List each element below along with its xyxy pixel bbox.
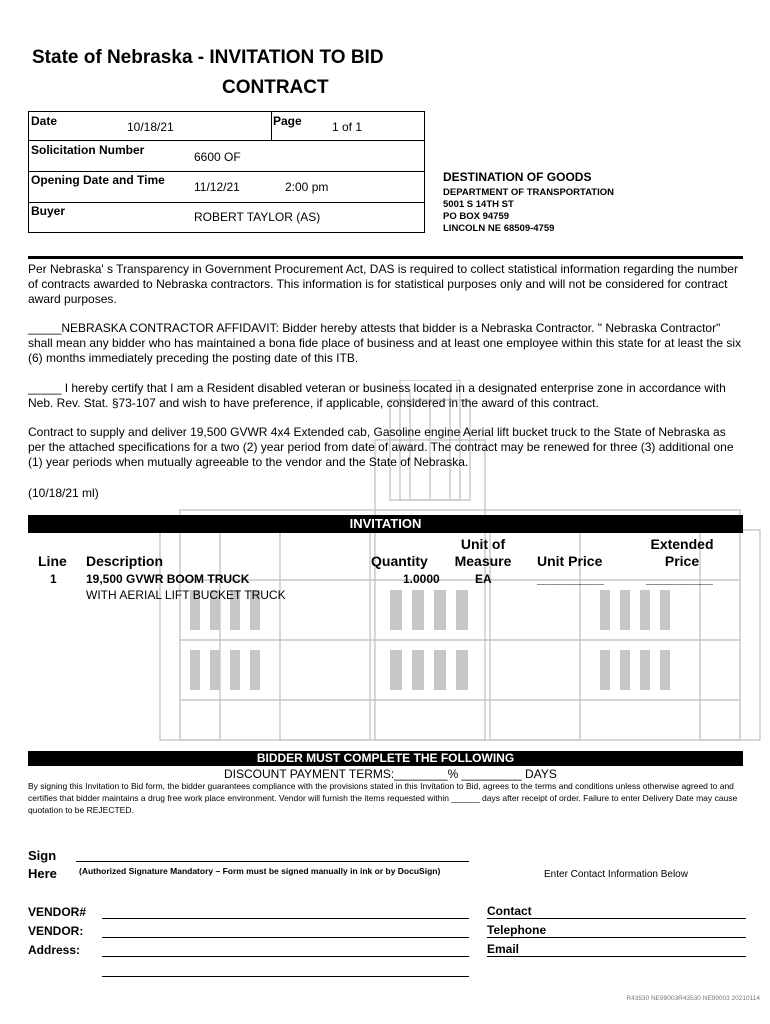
telephone-label: Telephone <box>487 923 547 937</box>
email-field[interactable] <box>487 956 746 957</box>
item-unit: EA <box>475 572 492 586</box>
destination-title: DESTINATION OF GOODS <box>443 170 592 184</box>
destination-line: LINCOLN NE 68509-4759 <box>443 223 555 234</box>
buyer-value: ROBERT TAYLOR (AS) <box>194 210 321 224</box>
opening-date-label: Opening Date and Time <box>31 173 165 187</box>
contractor-affidavit-paragraph: _____NEBRASKA CONTRACTOR AFFIDAVIT: Bidder hereby attests that bidder is a Nebraska Contractor. " Nebraska Contractor" shall mean any bidder who has maintained a bona fide place of business and at least one employee within this state for at least the six (6) months immediately preceding the posting date of this ITB. <box>28 321 742 365</box>
page-label: Page <box>273 114 302 128</box>
extended-price-field[interactable]: __________ <box>646 572 713 586</box>
solicitation-info-box <box>28 111 425 233</box>
bidder-section-header: BIDDER MUST COMPLETE THE FOLLOWING <box>28 751 743 766</box>
certification-fine-print: By signing this Invitation to Bid form, the bidder guarantees compliance with the provisions stated in this Invitation to Bid, agrees to the terms and conditions unless otherwise agreed to and certifies that bidder maintains a drug free work place environment. Vendor will furnish the items requested within ______ days after receipt of order. Failure to enter Delivery Date may cause quotation to be REJECTED. <box>28 781 738 815</box>
buyer-label: Buyer <box>31 204 66 218</box>
telephone-field[interactable] <box>487 937 746 938</box>
destination-line: 5001 S 14TH ST <box>443 199 514 210</box>
email-label: Email <box>487 942 520 956</box>
document-subtitle: CONTRACT <box>222 77 329 98</box>
vendor-number-label: VENDOR# <box>28 905 87 919</box>
signature-line[interactable] <box>76 861 469 862</box>
sign-here-label: Sign Here <box>28 848 57 881</box>
address-field-line-2[interactable] <box>102 976 469 977</box>
opening-time-value: 2:00 pm <box>285 180 329 194</box>
address-label: Address: <box>28 943 81 957</box>
unit-price-field[interactable]: __________ <box>537 572 604 586</box>
vendor-name-field[interactable] <box>102 937 469 938</box>
column-header-quantity: Quantity <box>371 553 428 569</box>
destination-block <box>443 170 614 235</box>
revision-note: (10/18/21 ml) <box>28 486 99 500</box>
solicitation-number-label: Solicitation Number <box>31 143 145 157</box>
column-header-line: Line <box>38 553 67 569</box>
transparency-paragraph: Per Nebraska' s Transparency in Government Procurement Act, DAS is required to collect statistical information regarding the number of contracts awarded to Nebraska contractors. This information is for statistical purposes only and will not be considered for contract award purposes. <box>28 262 738 306</box>
contact-instruction: Enter Contact Information Below <box>544 869 688 880</box>
vendor-number-field[interactable] <box>102 918 469 919</box>
column-header-description: Description <box>86 553 164 569</box>
destination-line: DEPARTMENT OF TRANSPORTATION <box>443 187 614 198</box>
column-header-unit-price: Unit Price <box>537 553 603 569</box>
opening-date-value: 11/12/21 <box>194 180 240 194</box>
discount-payment-terms[interactable]: DISCOUNT PAYMENT TERMS:________% _________ DAYS <box>224 767 557 781</box>
contact-field[interactable] <box>487 918 746 919</box>
veteran-preference-paragraph: _____ I hereby certify that I am a Resident disabled veteran or business located in a designated enterprise zone in accordance with Neb. Rev. Stat. §73-107 and wish to have preference, if applicable, considered in the award of this contract. <box>28 381 726 410</box>
column-header-unit-of-measure: Unit of Measure <box>454 536 512 569</box>
address-field-line-1[interactable] <box>102 956 469 957</box>
table-row <box>0 572 770 606</box>
item-quantity: 1.0000 <box>403 572 440 586</box>
destination-line: PO BOX 94759 <box>443 211 510 222</box>
vendor-name-label: VENDOR: <box>28 924 84 938</box>
section-divider <box>28 256 743 259</box>
signature-instruction: (Authorized Signature Mandatory – Form must be signed manually in ink or by DocuSign) <box>79 866 441 876</box>
page-value: 1 of 1 <box>332 120 363 134</box>
contract-description-paragraph: Contract to supply and deliver 19,500 GVWR 4x4 Extended cab, Gasoline engine Aerial lift bucket truck to the State of Nebraska as per the attached specifications for a two (2) year period from date of award. The contract may be renewed for three (3) additional one (1) year periods when mutually agreeable to the vendor and the State of Nebraska. <box>28 425 734 469</box>
document-title: State of Nebraska - INVITATION TO BID <box>32 47 384 68</box>
document-code: R43530 NE99003R43530 NE99003 20210114 <box>626 995 760 1002</box>
column-header-extended-price: Extended Price <box>650 536 714 569</box>
date-label: Date <box>31 114 58 128</box>
invitation-section-header: INVITATION <box>28 515 743 533</box>
item-description: 19,500 GVWR BOOM TRUCK <box>86 572 250 586</box>
contact-label: Contact <box>487 904 532 918</box>
date-value: 10/18/21 <box>127 120 174 134</box>
item-description-detail: WITH AERIAL LIFT BUCKET TRUCK <box>86 588 286 602</box>
line-number: 1 <box>50 572 57 586</box>
solicitation-number-value: 6600 OF <box>194 150 241 164</box>
